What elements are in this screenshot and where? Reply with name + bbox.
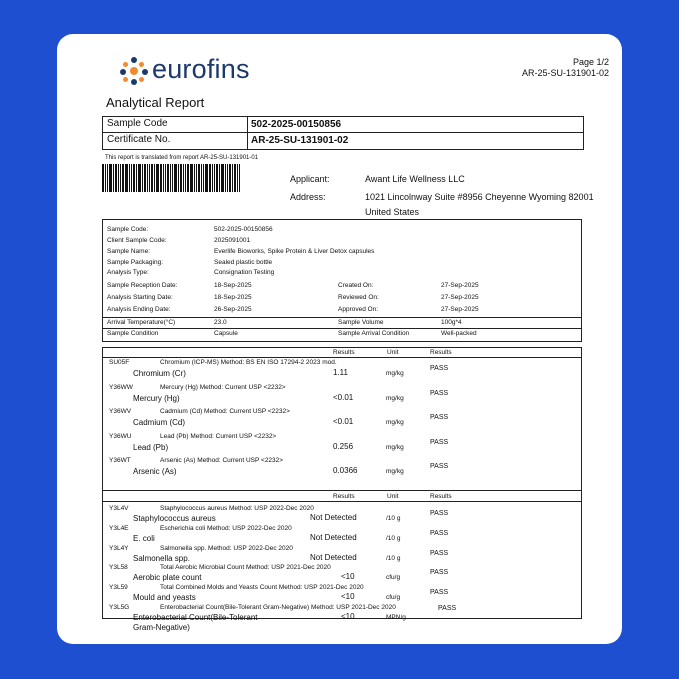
results-header: Results bbox=[333, 349, 355, 356]
detail-label: Analysis Type: bbox=[107, 269, 149, 276]
barcode-bar bbox=[131, 164, 132, 192]
analyte-name: Arsenic (As) bbox=[133, 467, 177, 476]
result-value: <0.01 bbox=[333, 417, 354, 426]
barcode-bar bbox=[205, 164, 208, 192]
barcode-bar bbox=[225, 164, 226, 192]
certificate-label: Certificate No. bbox=[107, 134, 171, 145]
detail-value: 27-Sep-2025 bbox=[441, 306, 479, 313]
result-unit: cfu/g bbox=[386, 594, 401, 602]
status-pass: PASS bbox=[430, 510, 449, 517]
result-value: Not Detected bbox=[310, 552, 357, 562]
page-info bbox=[522, 57, 609, 79]
eurofins-logo-icon bbox=[119, 56, 149, 86]
certificate-value: AR-25-SU-131901-02 bbox=[251, 135, 349, 146]
analyte-name: Aerobic plate count bbox=[133, 573, 202, 583]
test-method: Arsenic (As) Method: Current USP <2232> bbox=[160, 457, 284, 464]
analyte-name: Staphylococcus aureus bbox=[133, 514, 216, 523]
test-code: Y36WV bbox=[109, 408, 132, 415]
barcode-bar bbox=[105, 164, 106, 192]
barcode-bar bbox=[118, 164, 119, 192]
test-code: Y3L5G bbox=[109, 604, 130, 611]
translation-note: This report is translated from report AR-25-SU-131901-01 bbox=[105, 155, 259, 161]
result-value: <0.01 bbox=[333, 392, 354, 402]
test-code: Y3L59 bbox=[109, 584, 128, 592]
result-value: <10 bbox=[341, 572, 355, 582]
barcode-bar bbox=[115, 164, 117, 192]
detail-label: Sample Reception Date: bbox=[107, 282, 178, 289]
result-value: 0.256 bbox=[333, 441, 354, 451]
detail-label: Sample Code: bbox=[107, 226, 149, 233]
barcode-bar bbox=[133, 164, 135, 192]
test-method: Enterobacterial Count(Bile-Tolerant Gram-Negative) Method: USP 2021-Dec 2020 bbox=[160, 604, 396, 611]
sample-code-label: Sample Code bbox=[107, 118, 168, 129]
detail-value: Capsule bbox=[214, 330, 238, 337]
barcode-bar bbox=[194, 164, 195, 192]
analyte-name: E. coli bbox=[133, 533, 155, 543]
barcode-bar bbox=[142, 164, 143, 192]
test-method: Total Aerobic Microbial Count Method: USP 2021-Dec 2020 bbox=[160, 564, 331, 572]
result-unit: mg/kg bbox=[386, 370, 404, 377]
test-code: Y36WW bbox=[109, 383, 133, 391]
barcode-bar bbox=[129, 164, 130, 192]
barcode-bar bbox=[183, 164, 184, 192]
status-pass: PASS bbox=[430, 389, 449, 397]
barcode-bar bbox=[239, 164, 240, 192]
test-code: Y3L4Y bbox=[109, 544, 129, 552]
barcode-bar bbox=[149, 164, 150, 192]
barcode-bar bbox=[102, 164, 104, 192]
detail-value: Consignation Testing bbox=[214, 269, 275, 276]
result-unit: /10 g bbox=[386, 515, 401, 522]
barcode-bar bbox=[219, 164, 220, 192]
test-method: Chromium (ICP-MS) Method: BS EN ISO 17294-2 2023 mod. bbox=[160, 359, 337, 366]
barcode-bar bbox=[227, 164, 228, 192]
barcode-bar bbox=[198, 164, 200, 192]
barcode-bar bbox=[170, 164, 171, 192]
barcode-bar bbox=[180, 164, 182, 192]
detail-value: Everlife Bioworks, Spike Protein & Liver Detox capsules bbox=[214, 248, 375, 255]
result-unit: MPN/g bbox=[386, 614, 406, 621]
barcode-bar bbox=[167, 164, 169, 192]
status-pass: PASS bbox=[430, 589, 449, 597]
result-value: Not Detected bbox=[310, 513, 357, 522]
status-pass: PASS bbox=[430, 365, 449, 372]
barcode-bar bbox=[212, 164, 213, 192]
result-value: Not Detected bbox=[310, 532, 357, 542]
barcode-bar bbox=[156, 164, 159, 192]
detail-label: Sample Packaging: bbox=[107, 259, 164, 266]
detail-value: Sealed plastic bottle bbox=[214, 259, 273, 266]
status-pass: PASS bbox=[430, 569, 449, 577]
barcode-bar bbox=[147, 164, 148, 192]
barcode-bar bbox=[163, 164, 164, 192]
detail-value: 100g*4 bbox=[441, 319, 462, 326]
unit-header: Unit bbox=[387, 493, 399, 500]
barcode-bar bbox=[154, 164, 155, 192]
address-line1: 1021 Lincolnway Suite #8956 Cheyenne Wyoming 82001 bbox=[365, 192, 594, 202]
test-code: Y36WU bbox=[109, 432, 132, 440]
result-unit: /10 g bbox=[386, 554, 401, 562]
barcode-bar bbox=[216, 164, 218, 192]
barcode bbox=[102, 164, 248, 192]
result-unit: cfu/g bbox=[386, 574, 401, 582]
detail-label: Sample Condition bbox=[107, 330, 159, 337]
barcode-bar bbox=[136, 164, 137, 192]
barcode-bar bbox=[165, 164, 166, 192]
barcode-bar bbox=[178, 164, 179, 192]
test-method: Total Combined Molds and Yeasts Count Method: USP 2021-Dec 2020 bbox=[160, 584, 364, 592]
report-id: AR-25-SU-131901-02 bbox=[521, 68, 609, 78]
result-value: <10 bbox=[341, 612, 355, 621]
test-method: Cadmium (Cd) Method: Current USP <2232> bbox=[160, 408, 290, 415]
status-pass: PASS bbox=[438, 605, 457, 612]
address-line2: United States bbox=[365, 207, 420, 217]
detail-label: Created On: bbox=[338, 282, 374, 289]
result-unit: mg/kg bbox=[386, 419, 404, 426]
test-method: Staphylococcus aureus Method: USP 2022-Dec 2020 bbox=[160, 505, 314, 512]
detail-label: Analysis Starting Date: bbox=[107, 294, 173, 301]
barcode-bar bbox=[229, 164, 231, 192]
applicant-label: Applicant: bbox=[290, 174, 330, 184]
results-header: Results bbox=[333, 493, 355, 500]
sample-details bbox=[102, 219, 582, 342]
test-code: Y3L58 bbox=[109, 564, 128, 572]
results-table bbox=[102, 347, 582, 632]
page-title: Analytical Report bbox=[106, 95, 205, 110]
detail-label: Client Sample Code: bbox=[107, 237, 167, 244]
analyte-name-cont: Gram-Negative) bbox=[133, 623, 190, 632]
barcode-bar bbox=[214, 164, 215, 192]
result-value: 0.0366 bbox=[333, 466, 358, 475]
result-unit: /10 g bbox=[386, 534, 401, 542]
test-method: Mercury (Hg) Method: Current USP <2232> bbox=[160, 383, 286, 391]
detail-label: Sample Volume bbox=[338, 319, 384, 326]
barcode-bar bbox=[174, 164, 177, 192]
detail-label: Sample Name: bbox=[107, 248, 150, 255]
detail-label: Reviewed On: bbox=[338, 294, 379, 301]
barcode-bar bbox=[125, 164, 128, 192]
detail-label: Sample Arrival Condition bbox=[338, 330, 410, 337]
barcode-bar bbox=[209, 164, 211, 192]
test-code: SU05F bbox=[109, 359, 130, 366]
barcode-bar bbox=[120, 164, 121, 192]
barcode-bar bbox=[107, 164, 108, 192]
analyte-name: Lead (Pb) bbox=[133, 442, 169, 452]
barcode-bar bbox=[187, 164, 189, 192]
barcode-bar bbox=[201, 164, 202, 192]
barcode-bar bbox=[196, 164, 197, 192]
test-code: Y36WT bbox=[109, 457, 131, 464]
sample-code-value: 502-2025-00150856 bbox=[251, 119, 342, 130]
detail-value: 18-Sep-2025 bbox=[214, 282, 252, 289]
test-method: Lead (Pb) Method: Current USP <2232> bbox=[160, 432, 277, 440]
detail-value: 27-Sep-2025 bbox=[441, 282, 479, 289]
barcode-bar bbox=[221, 164, 224, 192]
barcode-bar bbox=[234, 164, 236, 192]
detail-value: 502-2025-00150856 bbox=[214, 226, 273, 233]
applicant-value: Awant Life Wellness LLC bbox=[365, 174, 465, 184]
barcode-bar bbox=[122, 164, 124, 192]
summary-box bbox=[102, 116, 584, 150]
barcode-bar bbox=[138, 164, 141, 192]
detail-value: 27-Sep-2025 bbox=[441, 294, 479, 301]
barcode-bar bbox=[232, 164, 233, 192]
status-pass: PASS bbox=[430, 549, 449, 557]
test-method: Escherichia coli Method: USP 2022-Dec 2020 bbox=[160, 524, 292, 532]
status-header: Results bbox=[430, 349, 452, 356]
result-unit: mg/kg bbox=[386, 443, 404, 451]
detail-label: Approved On: bbox=[338, 306, 379, 313]
analyte-name: Salmonella spp. bbox=[133, 553, 190, 563]
test-code: Y3L4E bbox=[109, 524, 129, 532]
detail-value: Well-packed bbox=[441, 330, 477, 337]
barcode-bar bbox=[109, 164, 112, 192]
barcode-bar bbox=[237, 164, 238, 192]
status-pass: PASS bbox=[430, 529, 449, 537]
barcode-bar bbox=[203, 164, 204, 192]
detail-value: 2025091001 bbox=[214, 237, 251, 244]
status-pass: PASS bbox=[430, 414, 449, 421]
barcode-bar bbox=[113, 164, 114, 192]
barcode-bar bbox=[151, 164, 153, 192]
barcode-bar bbox=[190, 164, 193, 192]
analyte-name: Cadmium (Cd) bbox=[133, 418, 186, 427]
analyte-name: Chromium (Cr) bbox=[133, 369, 186, 378]
result-value: <10 bbox=[341, 592, 355, 602]
detail-value: 23.0 bbox=[214, 319, 227, 326]
status-pass: PASS bbox=[430, 463, 449, 470]
analyte-name: Enterobacterial Count(Bile-Tolerant bbox=[133, 613, 258, 622]
test-code: Y3L4V bbox=[109, 505, 129, 512]
barcode-bar bbox=[144, 164, 146, 192]
status-header: Results bbox=[430, 493, 452, 500]
analyte-name: Mould and yeasts bbox=[133, 593, 196, 603]
result-unit: mg/kg bbox=[386, 394, 404, 402]
barcode-bar bbox=[160, 164, 162, 192]
page-number: Page 1/2 bbox=[572, 57, 609, 67]
detail-value: 18-Sep-2025 bbox=[214, 294, 252, 301]
report-card bbox=[57, 34, 622, 644]
analyte-name: Mercury (Hg) bbox=[133, 393, 180, 403]
detail-label: Analysis Ending Date: bbox=[107, 306, 171, 313]
result-value: 1.11 bbox=[333, 368, 348, 377]
barcode-bar bbox=[185, 164, 186, 192]
detail-label: Arrival Temperature(°C) bbox=[107, 319, 176, 326]
status-pass: PASS bbox=[430, 438, 449, 446]
unit-header: Unit bbox=[387, 349, 399, 356]
barcode-bar bbox=[172, 164, 173, 192]
detail-value: 26-Sep-2025 bbox=[214, 306, 252, 313]
test-method: Salmonella spp. Method: USP 2022-Dec 2020 bbox=[160, 544, 293, 552]
address-label: Address: bbox=[290, 192, 326, 202]
result-unit: mg/kg bbox=[386, 468, 404, 475]
logo-text: eurofins bbox=[152, 54, 250, 84]
